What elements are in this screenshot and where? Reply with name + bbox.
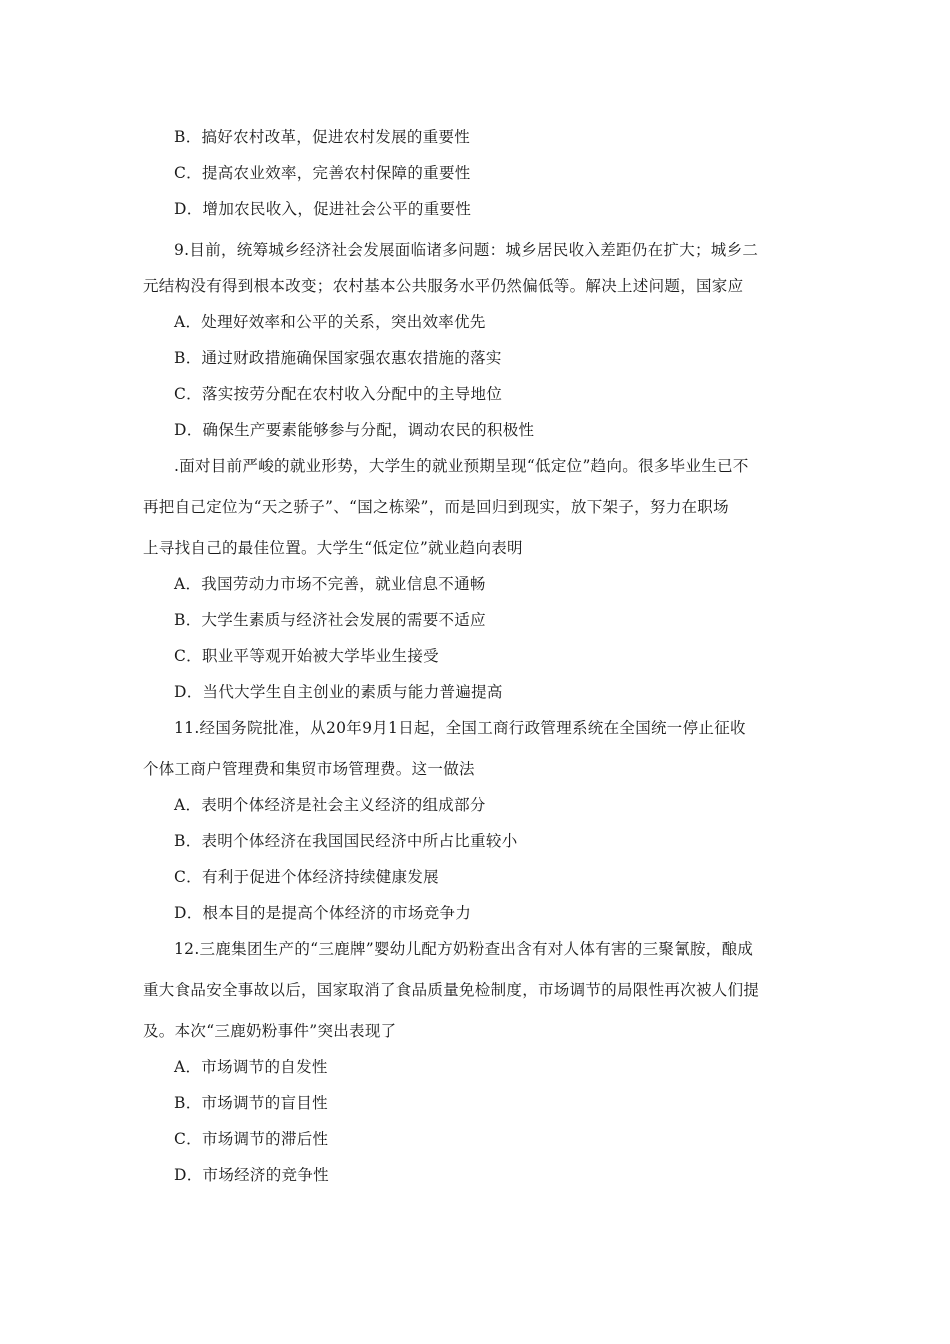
q11-option-c: C．有利于促进个体经济持续健康发展	[174, 868, 439, 886]
q11-option-a: A．表明个体经济是社会主义经济的组成部分	[174, 796, 486, 814]
q11-option-b: B．表明个体经济在我国国民经济中所占比重较小	[174, 832, 518, 850]
q12-stem-line-2: 重大食品安全事故以后，国家取消了食品质量免检制度，市场调节的局限性再次被人们提	[143, 981, 760, 999]
q10-option-c: C．职业平等观开始被大学毕业生接受	[174, 647, 439, 665]
q11-stem-line-1: 11.经国务院批准，从20年9月1日起，全国工商行政管理系统在全国统一停止征收	[174, 719, 746, 737]
q9-option-b: B．通过财政措施确保国家强农惠农措施的落实	[174, 349, 502, 367]
q9-stem-line-2: 元结构没有得到根本改变；农村基本公共服务水平仍然偏低等。解决上述问题，国家应	[143, 277, 744, 295]
q10-option-a: A．我国劳动力市场不完善，就业信息不通畅	[174, 575, 486, 593]
q12-option-b: B．市场调节的盲目性	[174, 1094, 328, 1112]
q11-stem-line-2: 个体工商户管理费和集贸市场管理费。这一做法	[143, 760, 475, 778]
q10-option-b: B．大学生素质与经济社会发展的需要不适应	[174, 611, 486, 629]
q8-option-b: B．搞好农村改革，促进农村发展的重要性	[174, 128, 471, 146]
q9-stem-line-1: 9.目前，统筹城乡经济社会发展面临诸多问题：城乡居民收入差距仍在扩大；城乡二	[174, 241, 759, 259]
q9-option-c: C．落实按劳分配在农村收入分配中的主导地位	[174, 385, 503, 403]
q12-option-c: C．市场调节的滞后性	[174, 1130, 329, 1148]
q12-option-a: A．市场调节的自发性	[174, 1058, 328, 1076]
q11-option-d: D．根本目的是提高个体经济的市场竞争力	[174, 904, 472, 922]
q12-stem-line-1: 12.三鹿集团生产的“三鹿牌”婴幼儿配方奶粉查出含有对人体有害的三聚氰胺，酿成	[174, 940, 754, 958]
q8-option-d: D．增加农民收入，促进社会公平的重要性	[174, 200, 472, 218]
q10-stem-line-1: .面对目前严峻的就业形势，大学生的就业预期呈现“低定位”趋向。很多毕业生已不	[174, 457, 749, 475]
q10-option-d: D．当代大学生自主创业的素质与能力普遍提高	[174, 683, 503, 701]
q10-stem-line-2: 再把自己定位为“天之骄子”、“国之栋梁”，而是回归到现实，放下架子，努力在职场	[143, 498, 729, 516]
q9-option-d: D．确保生产要素能够参与分配，调动农民的积极性	[174, 421, 535, 439]
q9-option-a: A．处理好效率和公平的关系，突出效率优先	[174, 313, 486, 331]
q10-stem-line-3: 上寻找自己的最佳位置。大学生“低定位”就业趋向表明	[143, 539, 523, 557]
q8-option-c: C．提高农业效率，完善农村保障的重要性	[174, 164, 471, 182]
q12-option-d: D．市场经济的竞争性	[174, 1166, 329, 1184]
q12-stem-line-3: 及。本次“三鹿奶粉事件”突出表现了	[143, 1022, 397, 1040]
